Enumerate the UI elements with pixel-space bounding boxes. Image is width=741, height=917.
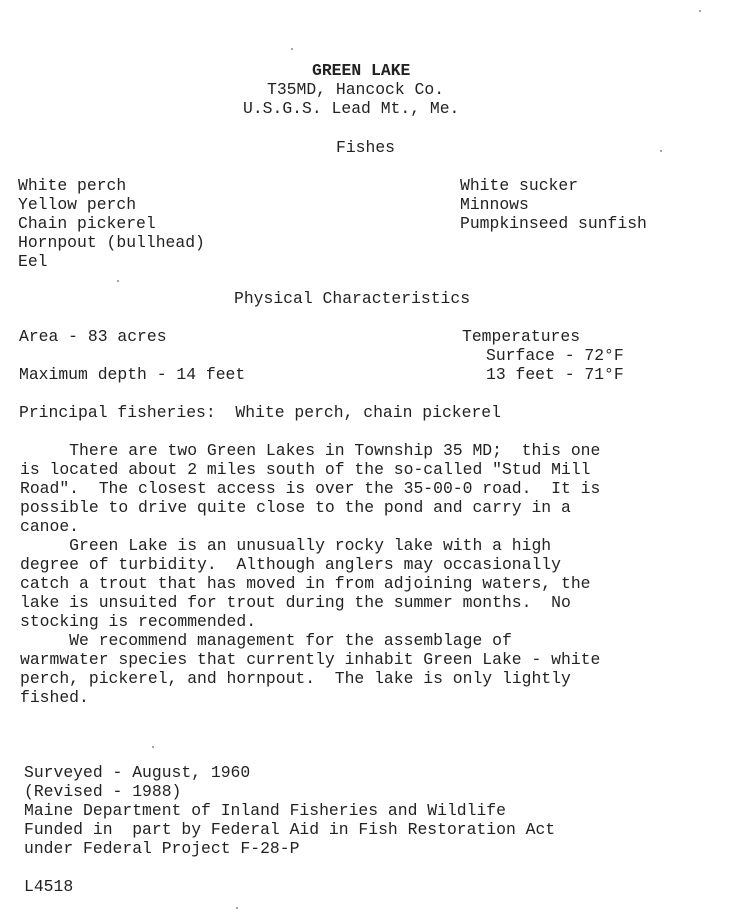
township-line: T35MD, Hancock Co. [267,80,445,99]
list-item: White perch [18,176,127,195]
physical-heading: Physical Characteristics [234,289,471,308]
scan-speck [236,907,238,909]
surveyed-date: Surveyed - August, 1960 [24,763,251,782]
depth-temp: 13 feet - 71°F [486,365,624,384]
page-title: GREEN LAKE [312,61,411,80]
body-line: We recommend management for the assemblage of [20,631,512,650]
scan-speck [699,10,701,12]
body-line: stocking is recommended. [20,612,257,631]
body-line: lake is unsuited for trout during the summer months. No [20,593,571,612]
department-name: Maine Department of Inland Fisheries and Wildlife [24,801,506,820]
body-line: degree of turbidity. Although anglers may occasionally [20,555,561,574]
principal-fisheries: Principal fisheries: White perch, chain pickerel [19,403,501,422]
surface-temp: Surface - 72°F [486,346,624,365]
body-line: Green Lake is an unusually rocky lake with a high [20,536,552,555]
scan-speck [152,746,154,748]
temperatures-label: Temperatures [462,327,581,346]
usgs-line: U.S.G.S. Lead Mt., Me. [243,99,460,118]
list-item: Hornpout (bullhead) [18,233,205,252]
list-item: Pumpkinseed sunfish [460,214,647,233]
body-line: perch, pickerel, and hornpout. The lake is only lightly [20,669,571,688]
body-line: fished. [20,688,89,707]
area-value: Area - 83 acres [19,327,167,346]
body-line: catch a trout that has moved in from adjoining waters, the [20,574,591,593]
list-item: White sucker [460,176,579,195]
body-line: Road". The closest access is over the 35-00-0 road. It is [20,479,601,498]
body-line: canoe. [20,517,80,536]
body-line: warmwater species that currently inhabit Green Lake - white [20,650,601,669]
fishes-heading: Fishes [336,138,396,157]
body-line: possible to drive quite close to the pond and carry in a [20,498,571,517]
list-item: Yellow perch [18,195,137,214]
max-depth-value: Maximum depth - 14 feet [19,365,246,384]
scan-speck [117,280,119,282]
funding-line: Funded in part by Federal Aid in Fish Restoration Act [24,820,556,839]
project-line: under Federal Project F-28-P [24,839,300,858]
document-code: L4518 [24,877,74,896]
scan-speck [660,150,662,152]
body-line: There are two Green Lakes in Township 35 MD; this one [20,441,601,460]
list-item: Chain pickerel [18,214,156,233]
list-item: Minnows [460,195,529,214]
scan-speck [291,48,293,50]
body-line: is located about 2 miles south of the so-called "Stud Mill [20,460,591,479]
list-item: Eel [18,252,48,271]
revised-date: (Revised - 1988) [24,782,182,801]
